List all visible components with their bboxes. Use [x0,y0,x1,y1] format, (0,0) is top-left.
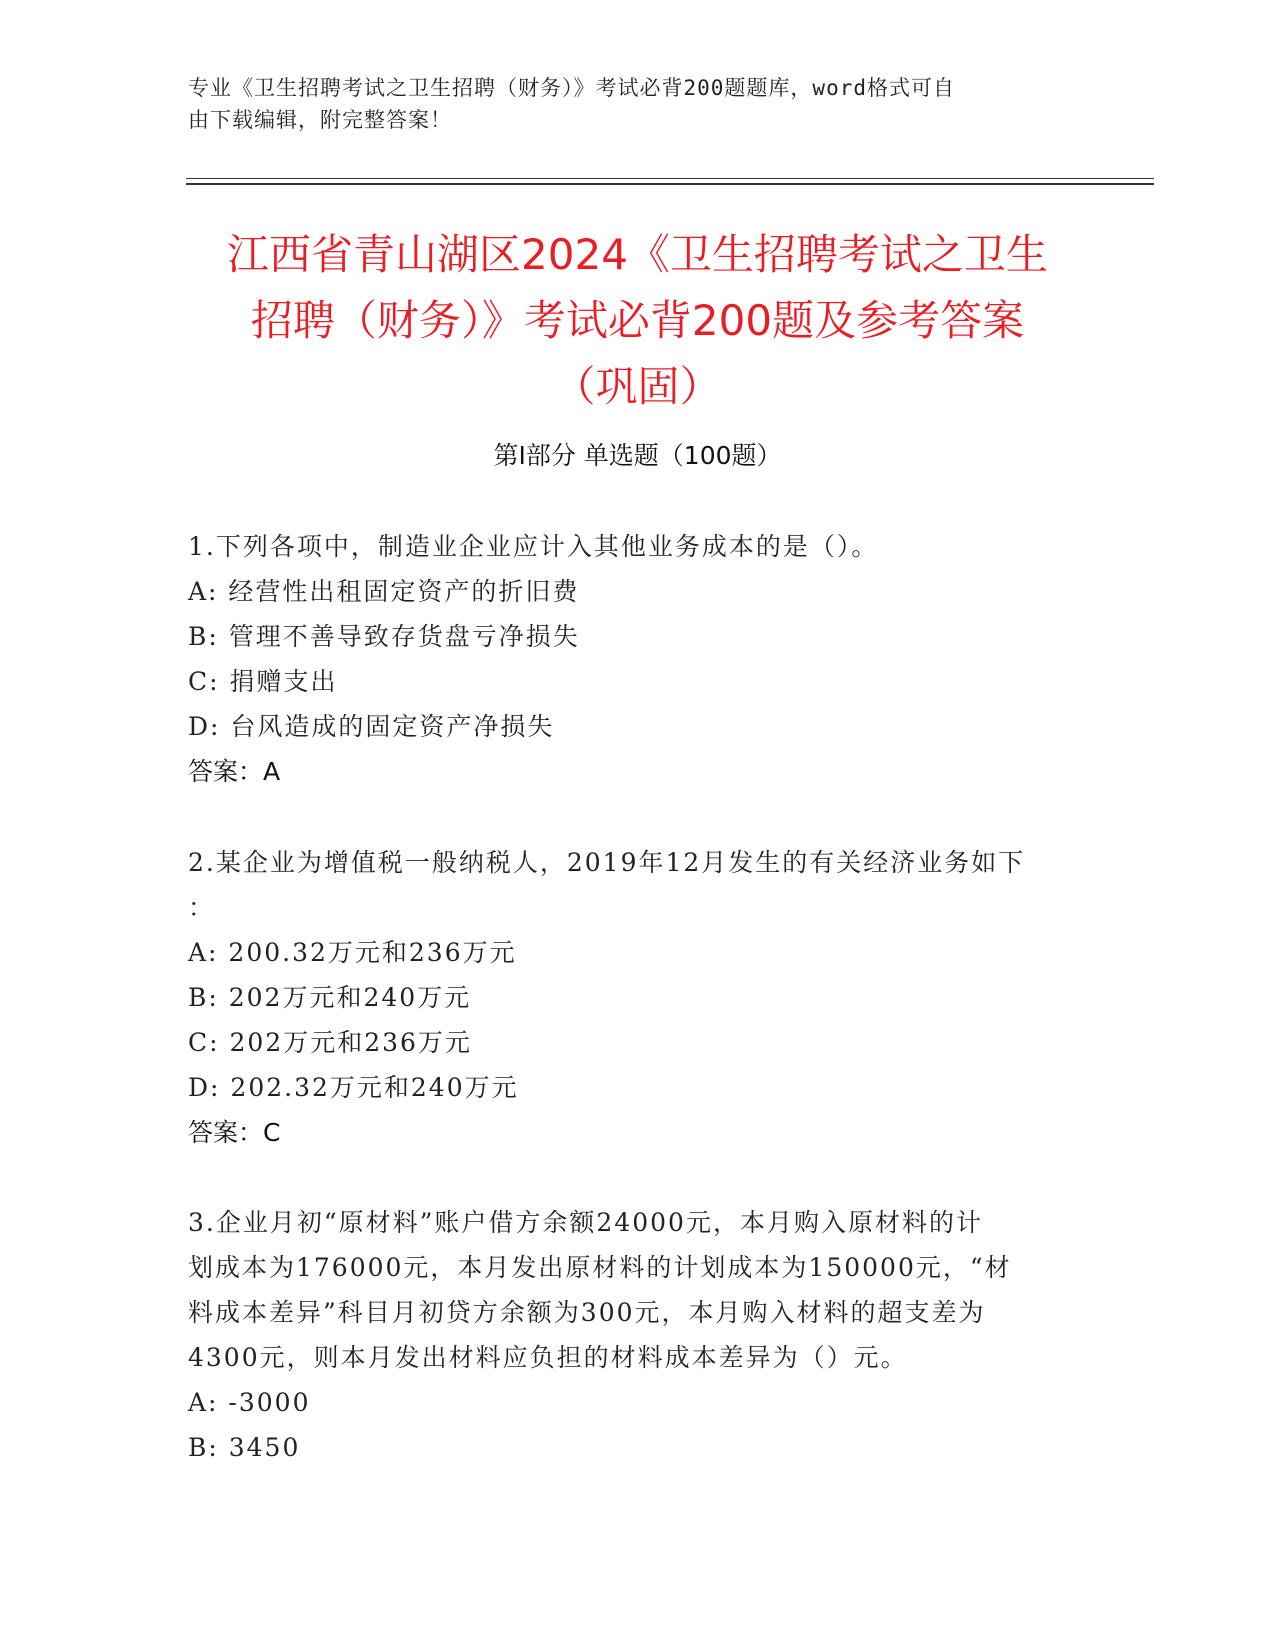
option-a: A: -3000 [188,1388,311,1417]
title-line: （巩固） [553,362,722,411]
question-stem: ： [188,893,216,922]
question-3 [188,1200,1088,1470]
option-c: C: 捐赠支出 [188,667,338,696]
option-d: D: 202.32万元和240万元 [188,1073,519,1102]
document-title [170,222,1105,420]
question-stem: 1.下列各项中，制造业企业应计入其他业务成本的是（）。 [188,532,879,561]
question-stem: 料成本差异”科目月初贷方余额为300元，本月购入材料的超支差为 [188,1298,986,1327]
title-line: 江西省青山湖区2024《卫生招聘考试之卫生 [227,230,1048,279]
section-heading: 第I部分 单选题（100题） [493,441,782,470]
question-stem: 划成本为176000元，本月发出原材料的计划成本为150000元，“材 [188,1253,1012,1282]
option-b: B: 202万元和240万元 [188,983,472,1012]
option-b: B: 3450 [188,1433,301,1462]
header-note-line: 专业《卫生招聘考试之卫生招聘（财务）》考试必背200题题库，word格式可自 [188,76,955,100]
header-note-line: 由下载编辑，附完整答案！ [188,108,452,132]
answer: 答案：A [188,757,281,786]
option-d: D: 台风造成的固定资产净损失 [188,712,555,741]
header-divider-thin [186,178,1154,179]
title-line: 招聘（财务）》考试必背200题及参考答案 [250,296,1025,345]
question-stem: 4300元，则本月发出材料应负担的材料成本差异为（）元。 [188,1343,908,1372]
question-stem: 3.企业月初“原材料”账户借方余额24000元，本月购入原材料的计 [188,1208,983,1237]
option-b: B: 管理不善导致存货盘亏净损失 [188,622,580,651]
header-divider-thick [186,183,1154,185]
header-note [188,72,1088,136]
question-2 [188,840,1088,1155]
question-stem: 2.某企业为增值税一般纳税人，2019年12月发生的有关经济业务如下 [188,848,1026,877]
option-c: C: 202万元和236万元 [188,1028,472,1057]
option-a: A: 200.32万元和236万元 [188,938,517,967]
option-a: A: 经营性出租固定资产的折旧费 [188,577,580,606]
question-1 [188,524,1088,794]
answer: 答案：C [188,1118,281,1147]
